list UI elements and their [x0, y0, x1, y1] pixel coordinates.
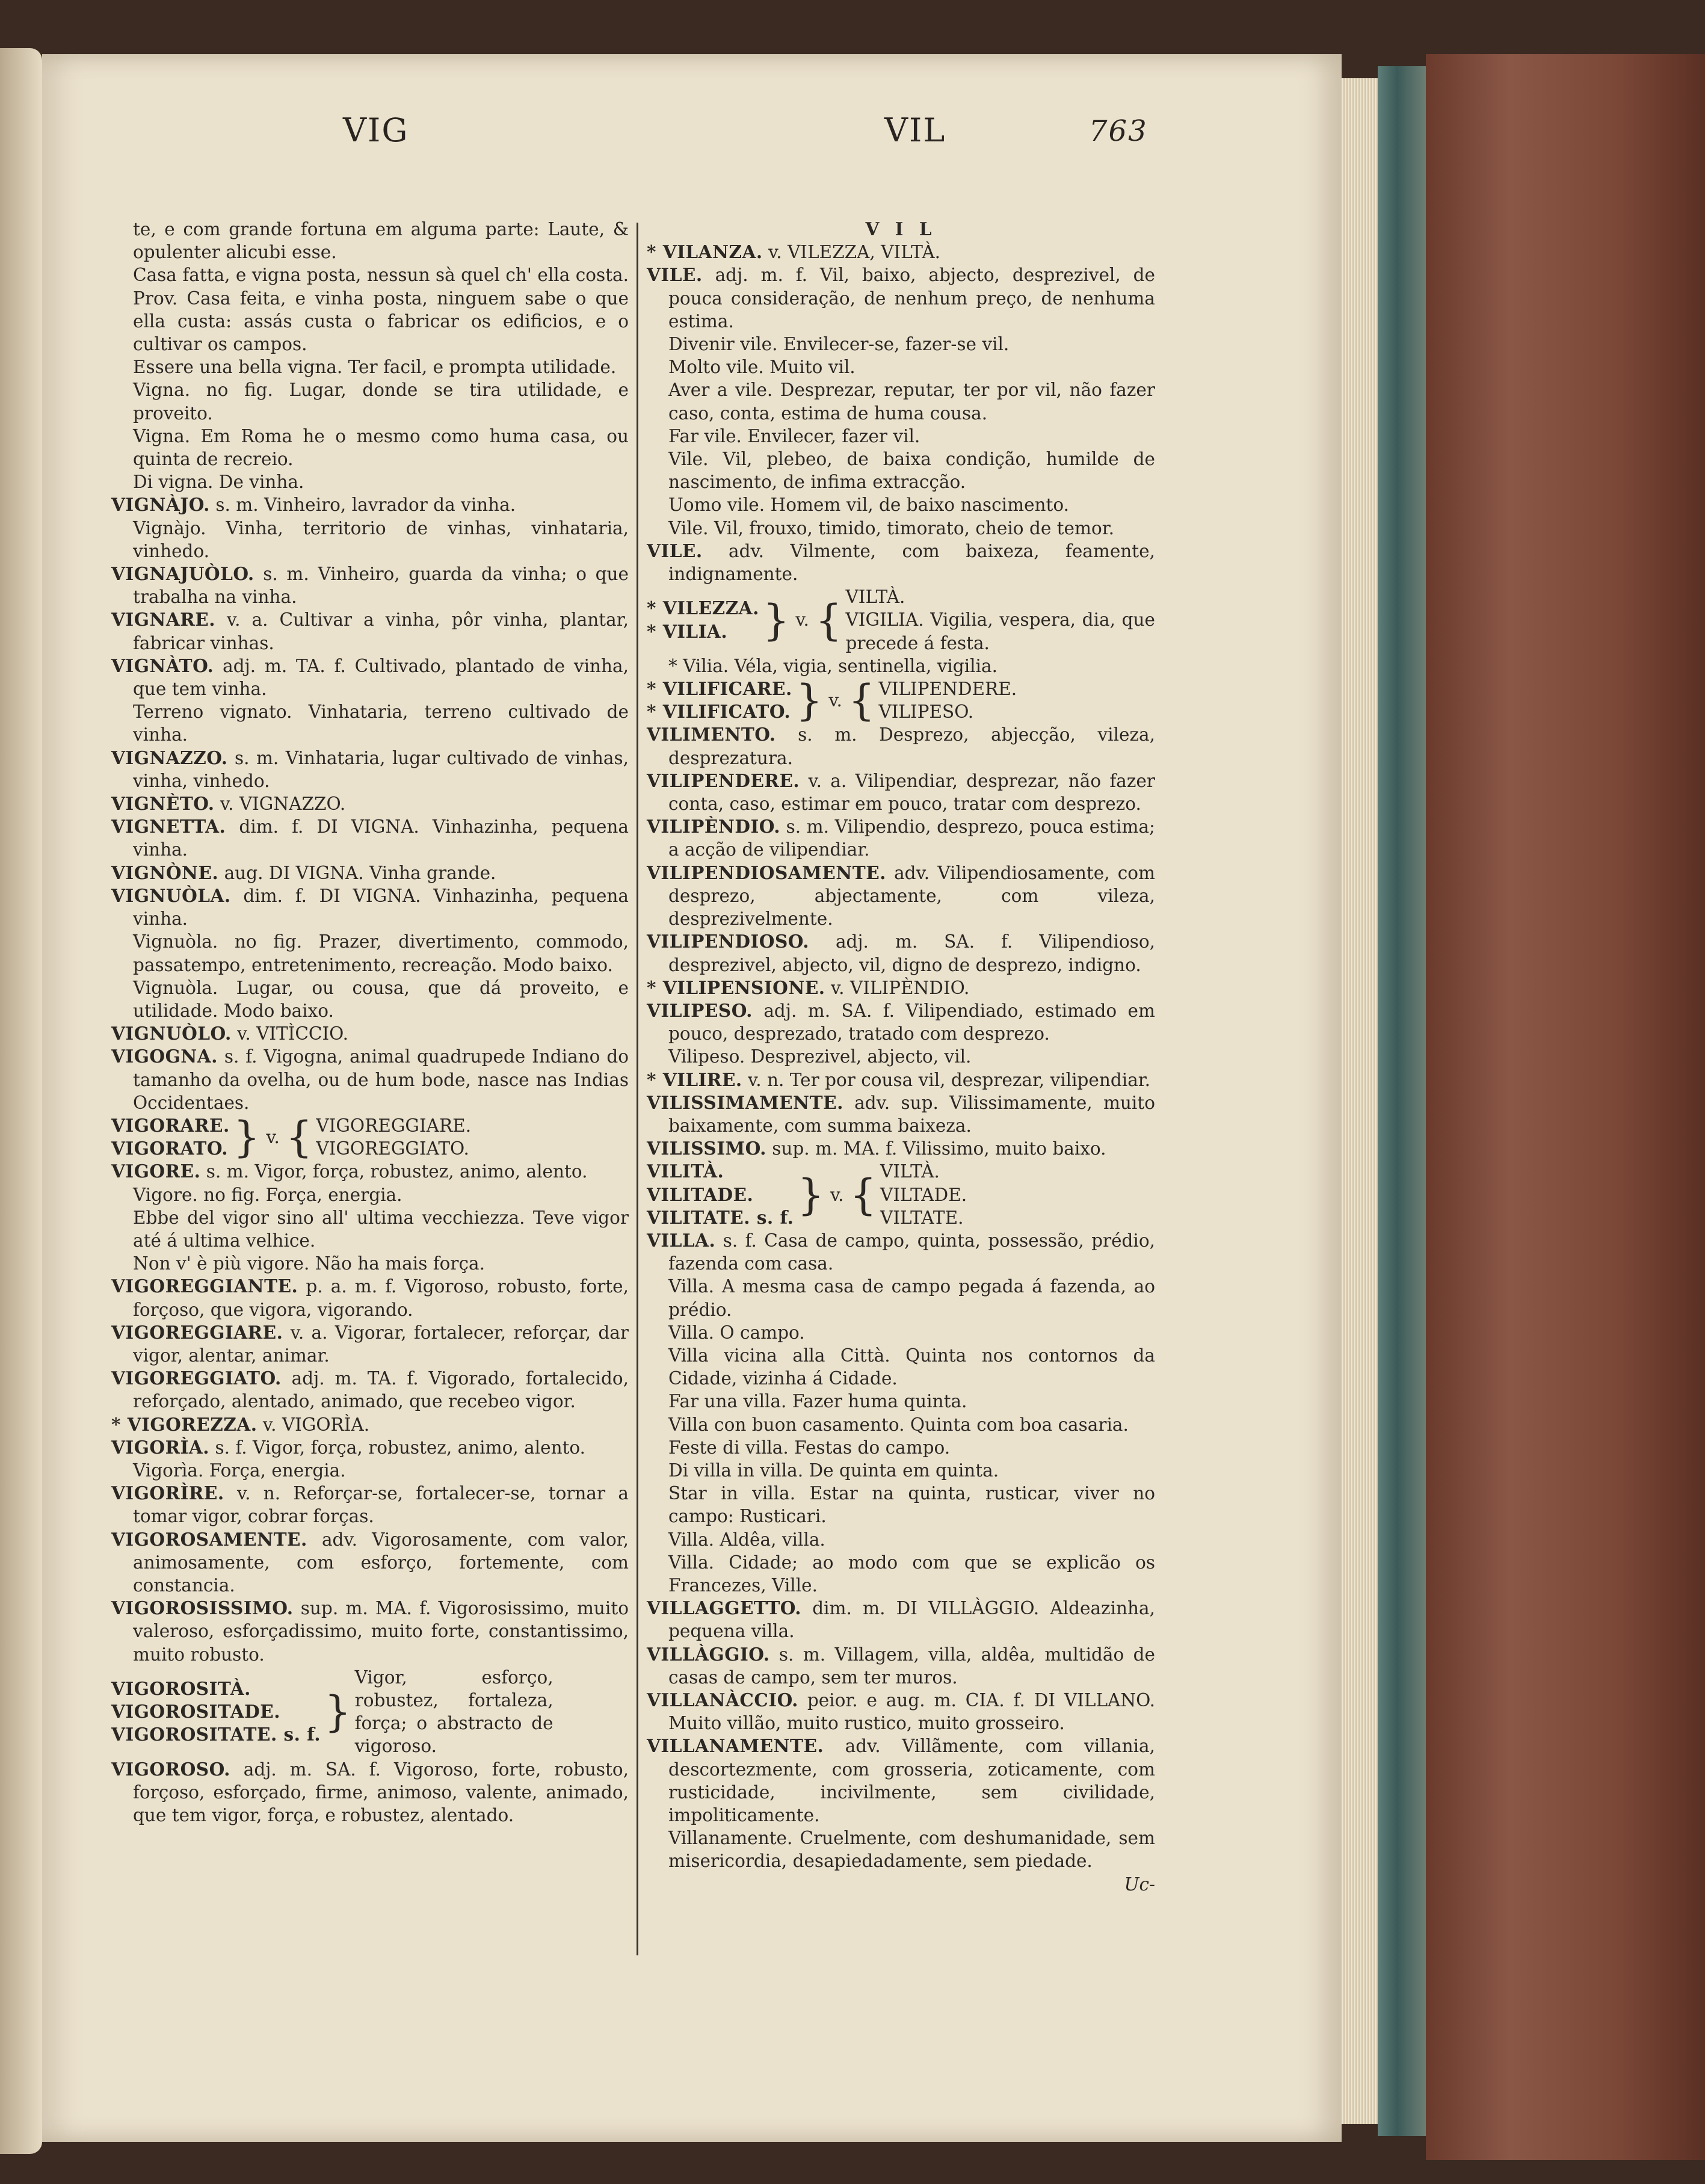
entry-subsense: Di vigna. De vinha.: [133, 472, 304, 493]
running-head-middle: VIL: [884, 111, 946, 149]
entry-subsense: Far una villa. Fazer huma quinta.: [668, 1391, 967, 1412]
entry-subsense: te, e com grande fortuna em alguma parte: Laute, & opulenter alicubi esse.: [133, 219, 629, 263]
entry-subsense: Vilipeso. Desprezivel, abjecto, vil.: [668, 1046, 972, 1067]
entry-definition: v. n. Ter por cousa vil, desprezar, vilipendiar.: [748, 1069, 1151, 1090]
dictionary-entry: [111, 862, 629, 884]
entry-subsense: Villa. Cidade; ao modo com que se explicão os Francezes, Ville.: [668, 1552, 1155, 1596]
entry-subsense: Vile. Vil, plebeo, de baixa condição, humilde de nascimento, de infima extracção.: [668, 449, 1155, 493]
group-see-label: v.: [795, 609, 809, 631]
dictionary-entry: [647, 1229, 1155, 1275]
group-headword: * VILIFICATO.: [647, 701, 791, 723]
brace-left-icon: {: [849, 1170, 877, 1220]
entry-definition: s. m. Desprezo, abjecção, vileza, desprezatura.: [668, 724, 1155, 768]
dictionary-entry: [647, 1689, 1155, 1735]
group-target: VILTATE.: [880, 1207, 964, 1228]
entry-subsense: Aver a vile. Desprezar, reputar, ter por vil, não fazer caso, conta, estima de huma cousa.: [668, 380, 1155, 424]
entry-definition: s. f. Vigor, força, robustez, animo, alento.: [215, 1437, 586, 1458]
entry-headword: VILIPÈNDIO.: [647, 816, 780, 838]
group-headwords: [647, 1160, 794, 1229]
entry-subsense: Villa vicina alla Città. Quinta nos contornos da Cidade, vizinha á Cidade.: [668, 1345, 1155, 1389]
entry-subsense: Vigna. Em Roma he o mesmo como huma casa, ou quinta de recreio.: [133, 425, 629, 470]
entry-headword: VIGOREGGIATO.: [111, 1368, 282, 1389]
entry-definition: sup. m. MA. f. Vigorosissimo, muito valeroso, esforçadissimo, muito forte, constantissimo, muito robusto.: [133, 1598, 629, 1665]
dictionary-entry: [111, 1436, 629, 1459]
entry-headword: VIGOROSISSIMO.: [111, 1597, 294, 1619]
dictionary-entry: [111, 1413, 629, 1436]
dictionary-entry: [647, 1137, 1155, 1160]
dictionary-entry: [111, 1160, 629, 1183]
group-headword: VIGOROSITADE.: [111, 1701, 280, 1723]
facing-page-edge: [0, 48, 42, 2154]
entry-definition: adv. sup. Vilissimamente, muito baixamente, com summa baixeza.: [668, 1092, 1155, 1136]
entry-definition: p. a. m. f. Vigoroso, robusto, forte, forçoso, que vigora, vigorando.: [133, 1276, 629, 1320]
dictionary-entry: [111, 1758, 629, 1827]
dictionary-entry: [111, 1528, 629, 1597]
entry-subsense: Star in villa. Estar na quinta, rusticar, viver no campo: Rusticari.: [668, 1483, 1155, 1527]
entry-subsense: Vignuòla. Lugar, ou cousa, que dá proveito, e utilidade. Modo baixo.: [133, 977, 629, 1021]
entry-headword: VIGNARE.: [111, 609, 216, 631]
entry-definition: v. VIGNAZZO.: [220, 794, 346, 815]
group-see-label: v.: [830, 1184, 844, 1205]
entry-definition: adj. m. f. Vil, baixo, abjecto, desprezivel, de pouca consideração, de nenhum preço, de nenhuma estima.: [668, 265, 1155, 332]
group-target: VIGILIA. Vigilia, vespera, dia, que precede á festa.: [845, 609, 1155, 653]
dictionary-entry: [647, 1091, 1155, 1137]
entry-subsense: * Vilia. Véla, vigia, sentinella, vigilia.: [668, 655, 997, 676]
brace-left-icon: {: [285, 1112, 313, 1162]
group-headword: VIGOROSITATE. s. f.: [111, 1724, 321, 1745]
entry-subsense: Non v' è più vigore. Não ha mais força.: [133, 1253, 485, 1274]
dictionary-entry: [111, 1045, 629, 1114]
left-column: [111, 218, 629, 1827]
dictionary-entry: [111, 815, 629, 861]
dictionary-entry: [111, 1482, 629, 1528]
entry-subsense: Villa con buon casamento. Quinta com boa casaria.: [668, 1414, 1129, 1435]
dictionary-entry: [647, 1735, 1155, 1827]
entry-headword: VIGORÌA.: [111, 1436, 210, 1458]
entry-headword: VIGOROSO.: [111, 1758, 230, 1780]
entry-definition: s. m. Vinheiro, lavrador da vinha.: [215, 495, 516, 516]
brace-right-icon: }: [795, 676, 823, 726]
entry-subsense: Villa. A mesma casa de campo pegada á fazenda, ao prédio.: [668, 1276, 1155, 1320]
group-target: VILIPENDERE.: [878, 679, 1017, 700]
entry-headword: VIGNÀTO.: [111, 655, 214, 676]
entry-definition: v. VILIPÈNDIO.: [830, 977, 970, 998]
group-headwords: [647, 677, 792, 723]
dictionary-entry: [111, 493, 629, 516]
entry-subsense: Vigna. no fig. Lugar, donde se tira utilidade, e proveito.: [133, 380, 629, 424]
group-headwords: [647, 597, 759, 643]
entry-subsense: Essere una bella vigna. Ter facil, e prompta utilidade.: [133, 357, 617, 378]
entry-headword: VILLÀGGIO.: [647, 1643, 770, 1665]
brace-right-icon: }: [797, 1170, 824, 1220]
entry-headword: VIGORE.: [111, 1161, 201, 1182]
group-see-label: v.: [828, 690, 842, 711]
entry-headword: VILLAGGETTO.: [647, 1597, 802, 1619]
cross-reference-group: [647, 585, 1155, 655]
entry-definition: v. n. Reforçar-se, fortalecer-se, tornar a tomar vigor, cobrar forças.: [133, 1483, 629, 1527]
group-targets: [880, 1160, 967, 1229]
group-definition: Vigor, esforço, robustez, fortaleza, força; o abstracto de vigoroso.: [354, 1667, 553, 1757]
brace-left-icon: {: [815, 595, 842, 645]
group-headword: VILITATE. s. f.: [647, 1206, 794, 1228]
entry-definition: v. a. Vigorar, fortalecer, reforçar, dar vigor, alentar, animar.: [133, 1322, 629, 1366]
entry-headword: VIGNUÒLA.: [111, 884, 231, 906]
entry-definition: v. VIGORÌA.: [262, 1414, 370, 1435]
cross-reference-group: [647, 1160, 1155, 1229]
running-head-left: VIG: [343, 111, 409, 149]
dictionary-entry: [647, 815, 1155, 861]
entry-headword: VIGNÒNE.: [111, 862, 219, 883]
group-headword: * VILEZZA.: [647, 597, 759, 619]
entry-definition: dim. f. DI VIGNA. Vinhazinha, pequena vinha.: [133, 885, 629, 930]
catchword: Uc-: [1124, 1874, 1155, 1895]
entry-definition: dim. m. DI VILLÀGGIO. Aldeazinha, pequena villa.: [668, 1598, 1155, 1642]
entry-headword: VIGNÈTO.: [111, 793, 215, 815]
group-targets: [316, 1114, 471, 1160]
group-targets: [845, 585, 1155, 655]
synonym-group: [111, 1666, 629, 1758]
column-rule: [637, 223, 638, 1955]
group-headwords: [111, 1677, 321, 1747]
entry-headword: VIGOREGGIARE.: [111, 1321, 283, 1343]
dictionary-entry: [111, 1597, 629, 1666]
entry-subsense: Villanamente. Cruelmente, com deshumanidade, sem misericordia, desapiedadamente, sem piedade.: [668, 1828, 1155, 1872]
entry-definition: v. VILEZZA, VILTÀ.: [768, 242, 941, 263]
entry-headword: VIGOREGGIANTE.: [111, 1276, 298, 1297]
book-spine: [1378, 66, 1426, 2136]
entry-definition: v. a. Vilipendiar, desprezar, não fazer conta, caso, estimar em pouco, tratar com desprezo.: [668, 770, 1155, 815]
entry-headword: VILIPENDERE.: [647, 770, 800, 791]
entry-headword: * VILANZA.: [647, 241, 763, 263]
group-headword: VIGORATO.: [111, 1138, 229, 1159]
entry-subsense: Far vile. Envilecer, fazer vil.: [668, 425, 920, 446]
dictionary-entry: [647, 1643, 1155, 1689]
dictionary-entry: [647, 862, 1155, 931]
entry-definition: aug. DI VIGNA. Vinha grande.: [224, 862, 496, 883]
dictionary-entry: [647, 540, 1155, 585]
entry-subsense: Divenir vile. Envilecer-se, fazer-se vil.: [668, 334, 1010, 355]
dictionary-entry: [111, 747, 629, 792]
entry-headword: VILLANAMENTE.: [647, 1735, 824, 1757]
entry-definition: v. VITÌCCIO.: [237, 1023, 348, 1044]
dictionary-entry: [647, 999, 1155, 1045]
entry-subsense: Uomo vile. Homem vil, de baixo nascimento.: [668, 495, 1070, 516]
entry-definition: v. a. Cultivar a vinha, pôr vinha, plantar, fabricar vinhas.: [133, 609, 629, 653]
entry-headword: VILISSIMAMENTE.: [647, 1091, 843, 1113]
dictionary-entry: [647, 241, 1155, 264]
dictionary-entry: [111, 655, 629, 700]
entry-headword: VILIMENTO.: [647, 724, 776, 745]
entry-definition: s. m. Vinhataria, lugar cultivado de vinhas, vinha, vinhedo.: [133, 747, 629, 791]
entry-subsense: Feste di villa. Festas do campo.: [668, 1437, 951, 1458]
entry-headword: * VILIPENSIONE.: [647, 976, 825, 998]
entry-headword: VIGOROSAMENTE.: [111, 1528, 307, 1550]
dictionary-entry: [647, 723, 1155, 769]
entry-subsense: Villa. Aldêa, villa.: [668, 1529, 825, 1550]
group-headword: VILITADE.: [647, 1183, 754, 1205]
group-target: VIGOREGGIARE.: [316, 1115, 472, 1136]
entry-definition: s. m. Villagem, villa, aldêa, multidão de casas de campo, sem ter muros.: [668, 1644, 1155, 1688]
group-target: VILTÀ.: [845, 587, 905, 608]
entry-definition: adj. m. TA. f. Vigorado, fortalecido, reforçado, alentado, animado, que recebeo vigor.: [133, 1368, 629, 1412]
entry-definition: s. f. Casa de campo, quinta, possessão, prédio, fazenda com casa.: [668, 1230, 1155, 1274]
entry-subsense: Terreno vignato. Vinhataria, terreno cultivado de vinha.: [133, 702, 629, 745]
group-headword: * VILIFICARE.: [647, 678, 792, 700]
entry-headword: VILISSIMO.: [647, 1138, 766, 1159]
book-cover: [1426, 54, 1705, 2160]
entry-headword: VILIPESO.: [647, 999, 753, 1021]
group-targets: [878, 677, 1017, 723]
entry-definition: s. m. Vilipendio, desprezo, pouca estima; a acção de vilipendiar.: [668, 816, 1155, 860]
cross-reference-group: [111, 1114, 629, 1160]
entry-definition: adj. m. SA. f. Vilipendiado, estimado em pouco, desprezado, tratado com desprezo.: [668, 1000, 1155, 1044]
group-target: VIGOREGGIATO.: [316, 1138, 469, 1159]
group-headword: VILITÀ.: [647, 1161, 724, 1182]
entry-headword: * VIGOREZZA.: [111, 1413, 257, 1435]
entry-definition: peior. e aug. m. CIA. f. DI VILLANO. Muito villão, muito rustico, muito grosseiro.: [668, 1690, 1155, 1734]
entry-headword: VIGNUÒLO.: [111, 1023, 232, 1044]
entry-headword: VIGOGNA.: [111, 1046, 218, 1067]
dictionary-entry: [111, 792, 629, 815]
dictionary-entry: [647, 976, 1155, 999]
group-headword: VIGOROSITÀ.: [111, 1677, 251, 1699]
group-target: VILIPESO.: [878, 702, 974, 723]
entry-subsense: Vile. Vil, frouxo, timido, timorato, cheio de temor.: [668, 517, 1114, 538]
entry-definition: adj. m. TA. f. Cultivado, plantado de vinha, que tem vinha.: [133, 655, 629, 700]
brace-left-icon: {: [848, 676, 875, 726]
entry-definition: adj. m. SA. f. Vilipendioso, desprezivel, abjecto, vil, digno de desprezo, indigno.: [668, 931, 1155, 975]
group-headword: VIGORARE.: [111, 1114, 230, 1136]
entry-headword: VILIPENDIOSO.: [647, 931, 809, 952]
dictionary-entry: [111, 1022, 629, 1045]
group-headwords: [111, 1114, 230, 1160]
entry-headword: VILE.: [647, 540, 703, 561]
entry-headword: VIGNAJUÒLO.: [111, 563, 254, 585]
entry-definition: sup. m. MA. f. Vilissimo, muito baixo.: [772, 1138, 1106, 1159]
entry-definition: adv. Vilmente, com baixeza, feamente, indignamente.: [668, 540, 1155, 585]
group-target: VILTADE.: [880, 1184, 967, 1205]
brace-right-icon: }: [324, 1687, 351, 1737]
brace-right-icon: }: [762, 595, 790, 645]
dictionary-entry: [111, 884, 629, 930]
entry-definition: s. f. Vigogna, animal quadrupede Indiano do tamanho da ovelha, ou de hum bode, nasce nas Indias Occidentaes.: [133, 1046, 629, 1113]
dictionary-entry: [647, 930, 1155, 976]
dictionary-entry: [647, 264, 1155, 333]
page-number: 763: [1089, 114, 1148, 148]
entry-definition: adv. Vilipendiosamente, com desprezo, abjectamente, com vileza, desprezivelmente.: [668, 862, 1155, 930]
group-see-label: v.: [266, 1127, 280, 1148]
entry-definition: adj. m. SA. f. Vigoroso, forte, robusto, forçoso, esforçado, firme, animoso, valente, animado, que tem vigor, força, e robustez, alentado.: [133, 1759, 629, 1826]
brace-right-icon: }: [233, 1112, 261, 1162]
entry-definition: dim. f. DI VIGNA. Vinhazinha, pequena vinha.: [133, 816, 629, 860]
entry-subsense: Ebbe del vigor sino all' ultima vecchiezza. Teve vigor até á ultima velhice.: [133, 1207, 629, 1251]
entry-subsense: Vignuòla. no fig. Prazer, divertimento, commodo, passatempo, entretenimento, recreação. Modo baixo.: [133, 931, 629, 975]
entry-headword: VILE.: [647, 264, 703, 286]
entry-subsense: Di villa in villa. De quinta em quinta.: [668, 1460, 999, 1481]
dictionary-entry: [647, 1597, 1155, 1643]
entry-headword: VIGNAZZO.: [111, 747, 228, 768]
dictionary-entry: [111, 1367, 629, 1413]
entry-definition: s. m. Vigor, força, robustez, animo, alento.: [206, 1161, 588, 1182]
dictionary-entry: [111, 563, 629, 608]
dictionary-entry: [647, 1069, 1155, 1091]
entry-headword: * VILIRE.: [647, 1069, 742, 1090]
entry-headword: VIGORÌRE.: [111, 1482, 224, 1504]
entry-subsense: Villa. O campo.: [668, 1322, 805, 1343]
cross-reference-group: [647, 676, 1155, 726]
entry-subsense: Casa fatta, e vigna posta, nessun sà quel ch' ella costa. Prov. Casa feita, e vinha posta, ninguem sabe o que ella custa: assás custa o fabricar os edificios, e o cultivar os campos.: [133, 265, 629, 355]
entry-subsense: Vigore. no fig. Força, energia.: [133, 1184, 402, 1205]
entry-headword: VILLANÀCCIO.: [647, 1689, 798, 1710]
entry-headword: VILIPENDIOSAMENTE.: [647, 862, 886, 883]
dictionary-entry: [111, 1275, 629, 1321]
group-headword: * VILIA.: [647, 620, 728, 642]
entry-definition: adv. Villãmente, com villania, descortezmente, com grosseria, zoticamente, com rusticidade, incivilmente, sem civilidade, impoliticamente.: [668, 1736, 1155, 1826]
entry-subsense: Vignàjo. Vinha, territorio de vinhas, vinhataria, vinhedo.: [133, 517, 629, 561]
dictionary-entry: [647, 770, 1155, 815]
dictionary-entry: [111, 608, 629, 654]
entry-definition: adv. Vigorosamente, com valor, animosamente, com esforço, fortemente, com constancia.: [133, 1529, 629, 1596]
entry-subsense: Vigorìa. Força, energia.: [133, 1460, 346, 1481]
page-edges: [1342, 78, 1378, 2124]
group-target: VILTÀ.: [880, 1161, 940, 1182]
entry-headword: VIGNETTA.: [111, 816, 226, 838]
entry-definition: s. m. Vinheiro, guarda da vinha; o que trabalha na vinha.: [133, 564, 629, 608]
dictionary-entry: [111, 1321, 629, 1367]
right-column: [647, 218, 1155, 1896]
entry-subsense: Molto vile. Muito vil.: [668, 357, 856, 378]
entry-headword: VILLA.: [647, 1229, 716, 1251]
entry-headword: VIGNÀJO.: [111, 494, 210, 516]
section-letter-head: V I L: [865, 218, 937, 239]
